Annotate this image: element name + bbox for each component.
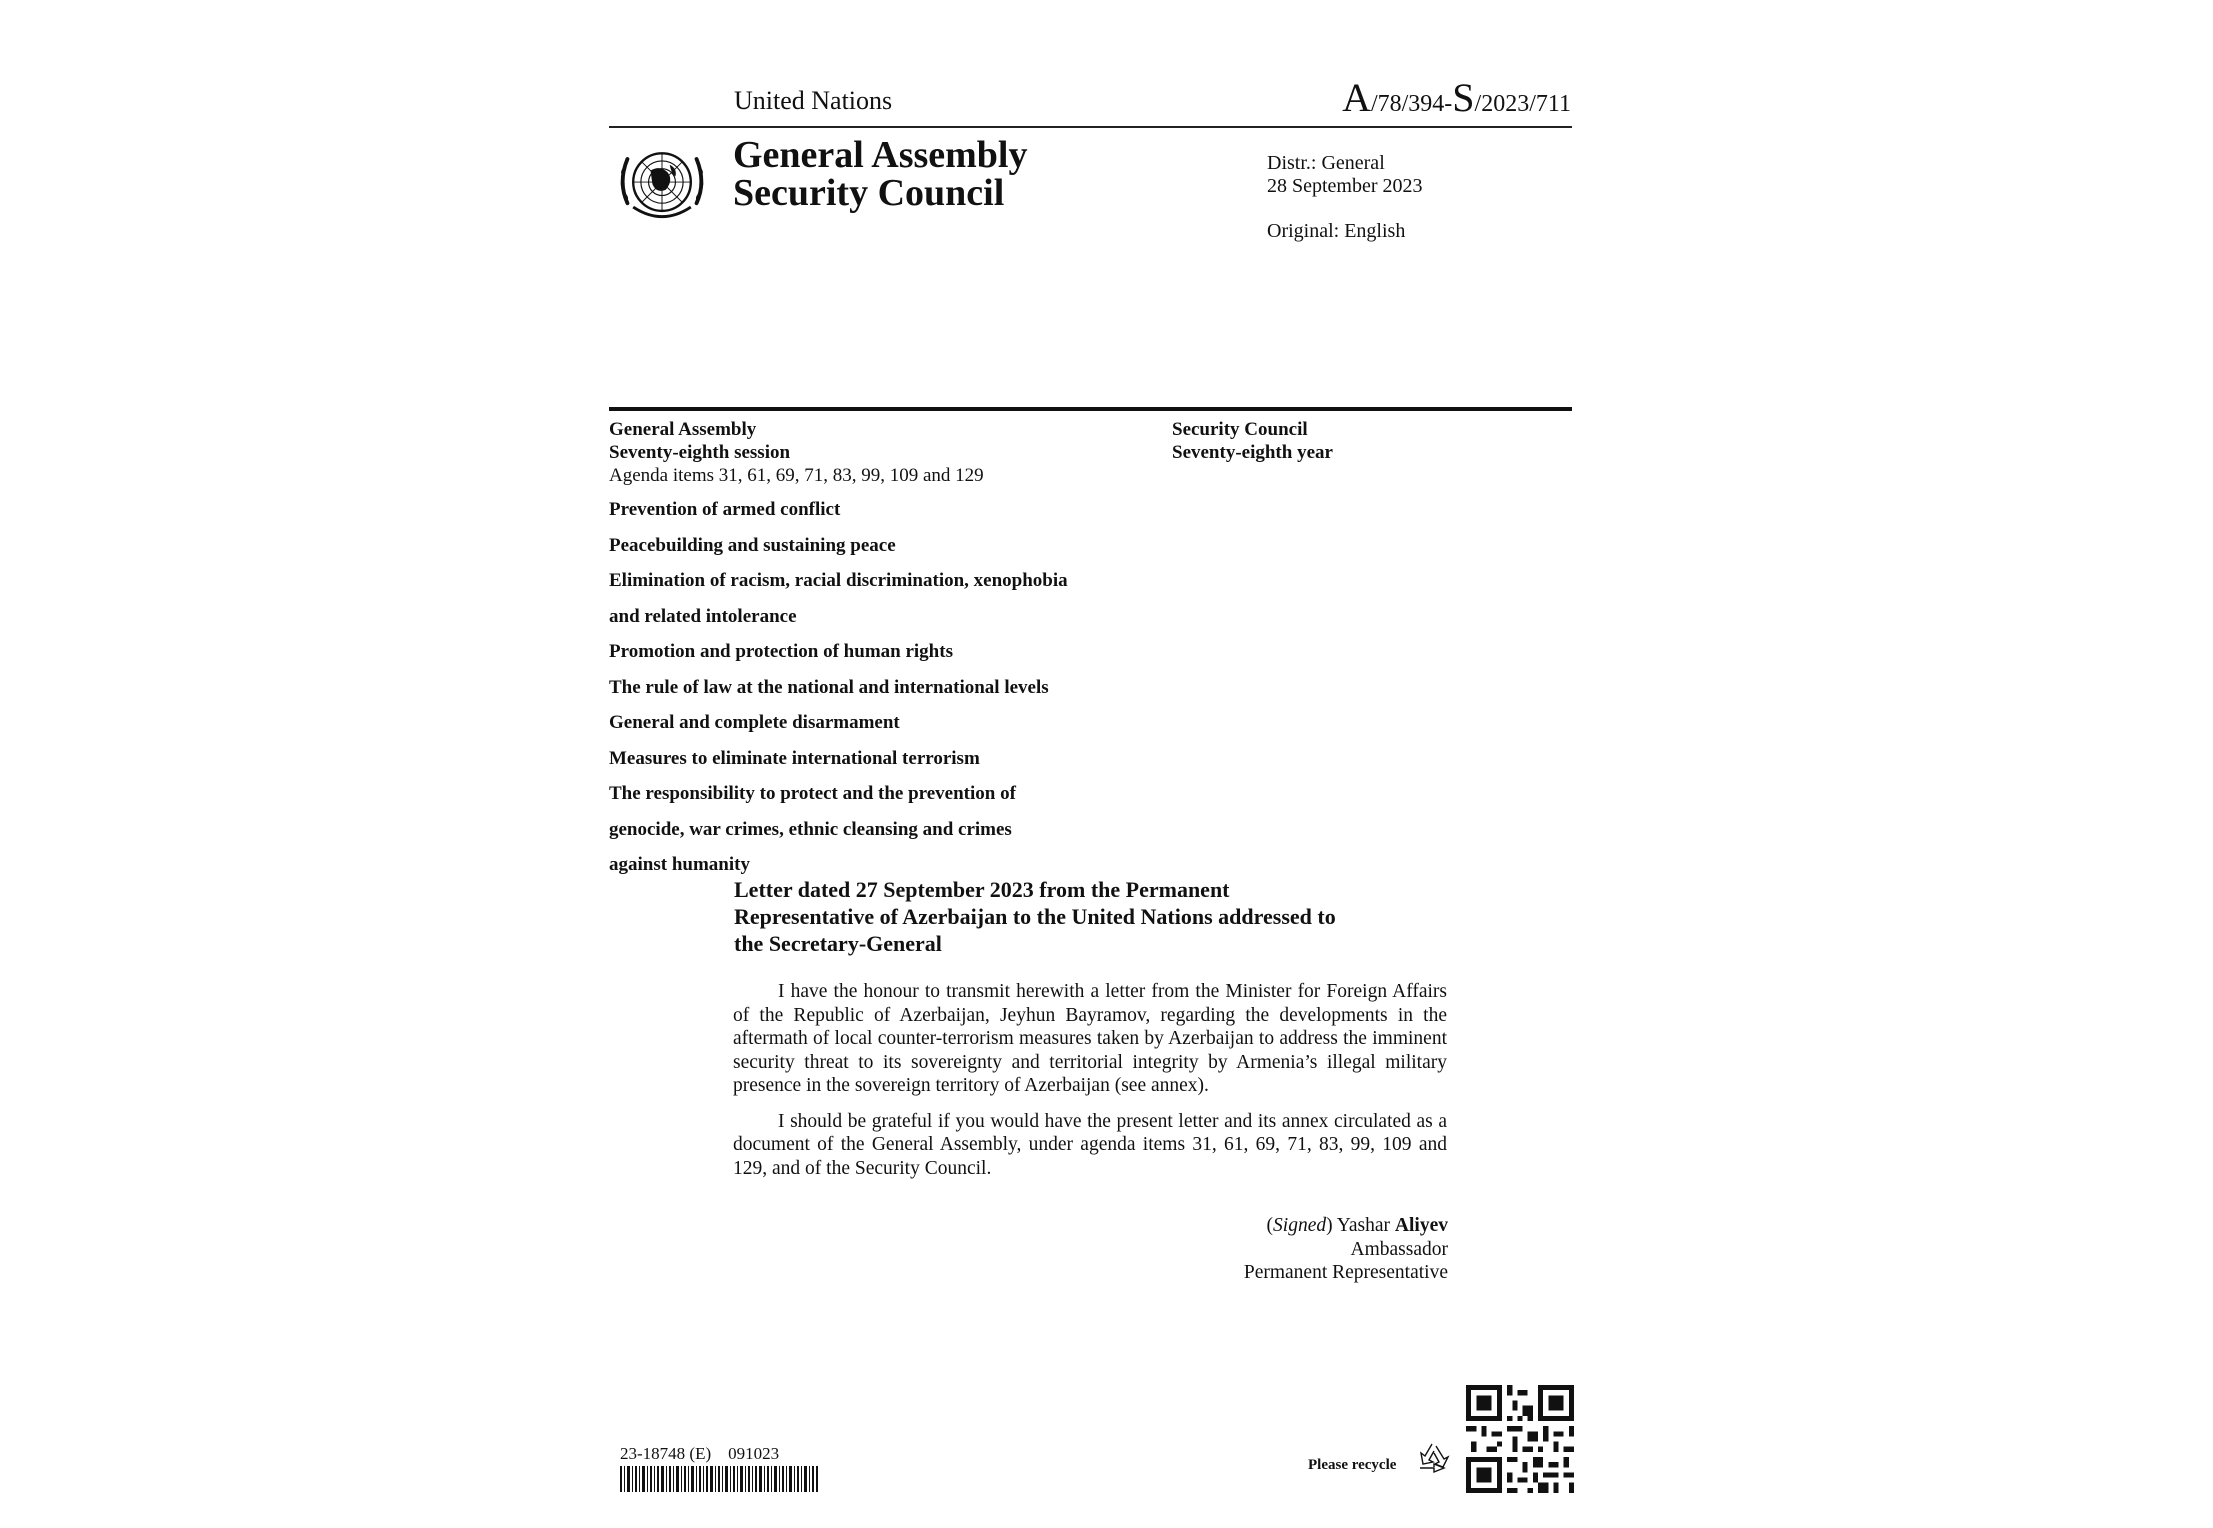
agenda-item [609, 676, 1139, 700]
agenda-item-text: Measures to eliminate international terrorism [609, 747, 980, 769]
barcode-icon [620, 1466, 818, 1492]
signer-title: Permanent Representative [1243, 1262, 1448, 1283]
agenda-item [609, 711, 1139, 735]
organ-title [733, 136, 1027, 212]
symbol-a-rest: /78/394- [1370, 91, 1453, 117]
un-emblem-icon [614, 136, 710, 232]
distribution: Distr.: General [1267, 152, 1385, 174]
ga-session: Seventy-eighth session [609, 442, 791, 463]
header-rule [609, 126, 1572, 128]
original-language: Original: English [1267, 220, 1406, 242]
job-code: 091023 [728, 1444, 780, 1463]
paragraph-1: I have the honour to transmit herewith a letter from the Minister for Foreign Affairs of the Republic of Azerbaijan, Jeyhun Bayramov, regarding the developments in the aftermath of local counter-terrorism measures taken by Azerbaijan to address the imminent security threat to its sovereignty and territorial integrity by Armenia’s illegal military presence in the sovereign territory of Azerbaijan (see annex). [733, 981, 1447, 1096]
symbol-s-rest: /2023/711 [1474, 91, 1571, 117]
signature-line: (Signed) Yashar Aliyev [1266, 1215, 1448, 1236]
signer-last: Aliyev [1394, 1215, 1448, 1236]
signed-label: Signed [1273, 1215, 1327, 1236]
signature-block [1244, 1214, 1448, 1285]
letter-title-line: the Secretary-General [734, 931, 942, 956]
symbol-a-letter: A [1342, 75, 1371, 120]
org-name: United Nations [734, 86, 893, 115]
agenda-item [609, 747, 1139, 771]
qr-code-icon [1466, 1385, 1574, 1493]
agenda-item-text: against humanity [609, 854, 750, 875]
ga-label: General Assembly [609, 419, 757, 440]
paragraph-2: I should be grateful if you would have the present letter and its annex circulated as a document of the General Assembly, under agenda items 31, 61, 69, 71, 83, 99, 109 and 129, and of the Security Council. [733, 1110, 1447, 1179]
agenda-item [609, 782, 1139, 877]
letter-title [734, 876, 1454, 957]
document-number [620, 1444, 779, 1464]
recycle-label: Please recycle [1308, 1457, 1397, 1473]
organ-line-sc: Security Council [733, 172, 1005, 214]
signer-first: Yashar [1336, 1215, 1391, 1236]
distribution-block [1267, 152, 1423, 198]
agenda-item-text: Peacebuilding and sustaining peace [609, 534, 896, 556]
signer-title: Ambassador [1350, 1238, 1448, 1260]
agenda-item [609, 640, 1139, 664]
agenda-item-text: The rule of law at the national and international levels [609, 676, 1049, 698]
letter-title-line: Letter dated 27 September 2023 from the Permanent [734, 877, 1230, 902]
document-symbol [1342, 74, 1571, 121]
agenda-item-text: and related intolerance [609, 605, 797, 627]
recycle-icon [1414, 1440, 1450, 1476]
agenda-item-text: Elimination of racism, racial discrimination, xenophobia [609, 570, 1068, 591]
agenda-item-text: The responsibility to protect and the prevention of [609, 783, 1016, 804]
sc-label: Security Council [1172, 419, 1308, 440]
sc-session-block [1172, 418, 1333, 464]
section-rule [609, 407, 1572, 411]
agenda-item [609, 569, 1139, 628]
agenda-item-text: genocide, war crimes, ethnic cleansing and crimes [609, 818, 1012, 840]
agenda-item-text: Promotion and protection of human rights [609, 641, 953, 662]
sc-year: Seventy-eighth year [1172, 442, 1333, 463]
agenda-item-text: General and complete disarmament [609, 712, 900, 733]
agenda-item-list [609, 498, 1139, 889]
agenda-item-text: Prevention of armed conflict [609, 499, 841, 520]
agenda-item [609, 534, 1139, 558]
document-date: 28 September 2023 [1267, 175, 1423, 197]
agenda-item [609, 498, 1139, 522]
doc-number: 23-18748 (E) [620, 1444, 712, 1463]
letter-body [733, 980, 1447, 1192]
organ-line-ga: General Assembly [733, 134, 1028, 176]
ga-session-block [609, 418, 1139, 487]
letter-title-line: Representative of Azerbaijan to the United Nations addressed to [734, 904, 1336, 929]
agenda-items-line: Agenda items 31, 61, 69, 71, 83, 99, 109 and 129 [609, 465, 984, 486]
symbol-s-letter: S [1452, 75, 1475, 120]
